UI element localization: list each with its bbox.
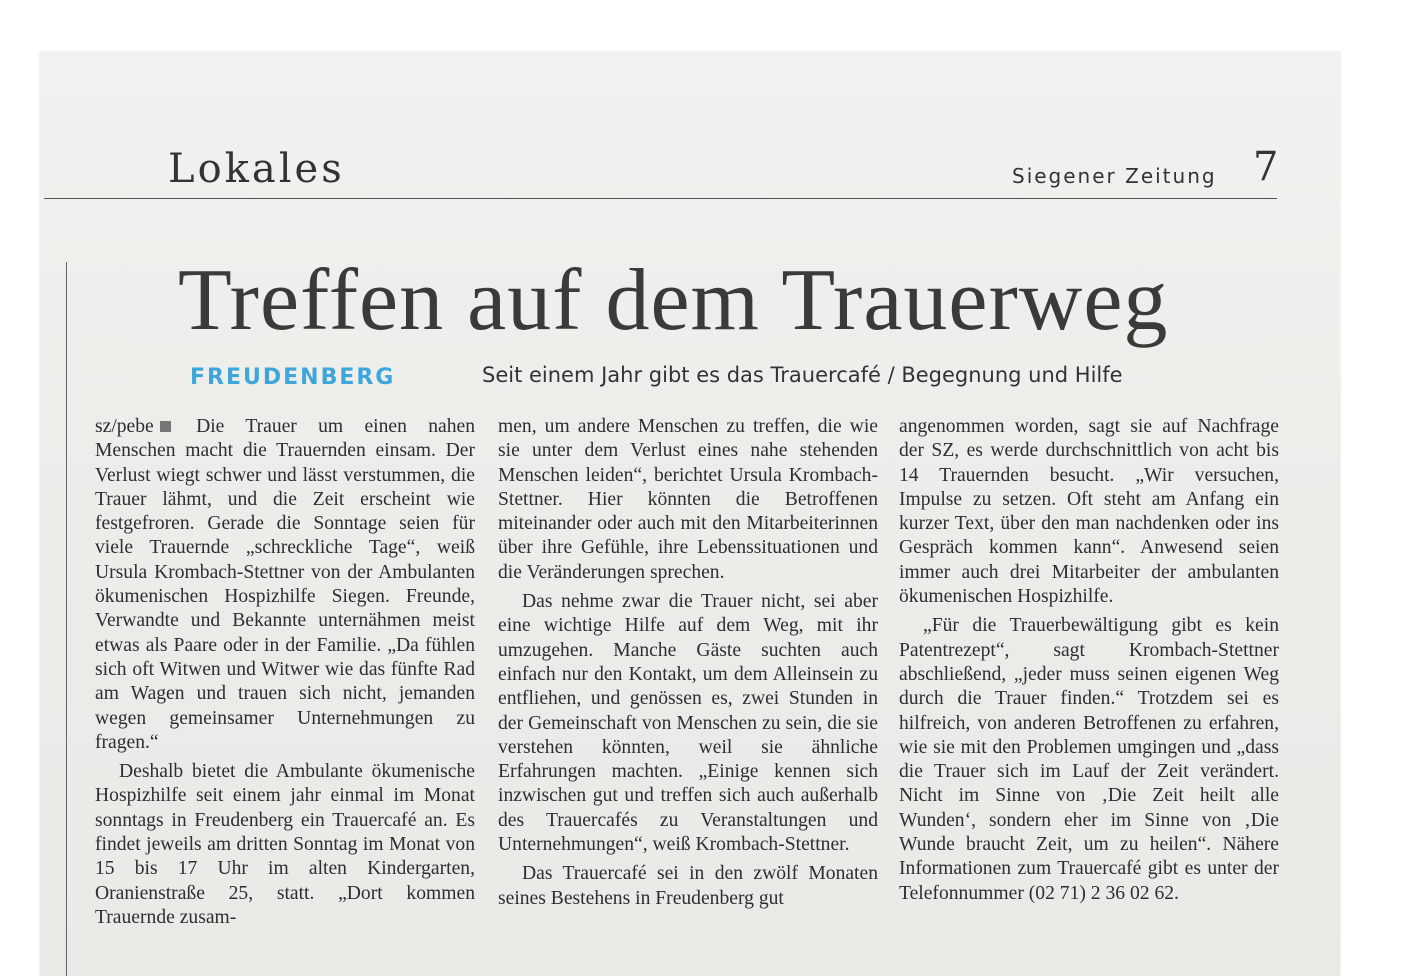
page-number: 7: [1253, 144, 1279, 190]
byline: sz/pebe: [95, 416, 154, 437]
paragraph: Das nehme zwar die Trauer nicht, sei aber eine wichtige Hilfe auf dem Weg, mit ihr umzugehen. Manche Gäste suchten auch einfach nur den Kontakt, um dem Alleinsein zu entfliehen, und genössen es, zwei Stunden in der Gemeinschaft von Menschen zu sein, die sie verstehen könnten, weil sie ähnliche Erfahrungen machten. „Einige kennen sich inzwischen gut und treffen sich auch außerhalb des Trauercafés zu Veranstaltungen und Unternehmungen“, weiß Krombach-Stettner.: [498, 591, 878, 856]
paragraph: „Für die Trauerbewältigung gibt es kein Patentrezept“, sagt Krombach-Stettner abschließend, „jeder muss seinen eigenen Weg durch die Trauer finden.“ Trotzdem sei es hilfreich, von anderen Betroffenen zu erfahren, wie sie mit den Problemen umgingen und „dass die Trauer sich im Lauf der Zeit verändert. Nicht im Sinne von ‚Die Zeit heilt alle Wunden‘, sondern eher im Sinne von ‚Die Wunde braucht Zeit, um zu heilen“. Nähere Informationen zum Trauercafé gibt es unter der Telefonnummer (02 71) 2 36 02 62.: [899, 615, 1279, 904]
article-subhead: Seit einem Jahr gibt es das Trauercafé / Begegnung und Hilfe: [482, 363, 1123, 387]
masthead-rule: [44, 198, 1277, 199]
article-column-3: [899, 415, 1279, 906]
location-kicker: FREUDENBERG: [190, 365, 396, 390]
article-column-1: [95, 415, 475, 930]
paragraph: angenommen worden, sagt sie auf Nachfrage der SZ, es werde durchschnittlich von acht bis 14 Trauernden besucht. „Wir versuchen, Impulse zu setzen. Oft steht am Anfang ein kurzer Text, über den man nachdenken oder ins Gespräch kommen kann“. Anwesend seien immer auch drei Mitarbeiter der ambulanten ökumenischen Hospizhilfe.: [899, 416, 1279, 608]
paragraph: [95, 415, 475, 755]
article-headline: Treffen auf dem Trauerweg: [178, 252, 1169, 349]
paragraph: Das Trauercafé sei in den zwölf Monaten seines Bestehens in Freudenberg gut: [498, 863, 878, 909]
section-title: Lokales: [168, 146, 345, 192]
square-bullet-icon: [160, 421, 171, 432]
column-rule-left: [66, 262, 67, 976]
newspaper-name: Siegener Zeitung: [1012, 164, 1217, 188]
article-column-2: [498, 415, 878, 911]
paragraph-text: Die Trauer um einen nahen Menschen macht die Trauernden einsam. Der Verlust wiegt schwer und lässt verstummen, die Trauer lähmt, und die Zeit erscheint wie festgefroren. Gerade die Sonntage seien für viele Trauernde „schreckliche Tage“, weiß Ursula Krombach-Stettner von der Ambulanten ökumenischen Hospizhilfe Siegen. Freunde, Verwandte und Bekannte unternähmen meist etwas als Paare oder in der Familie. „Da fühlen sich oft Witwen und Witwer wie das fünfte Rad am Wagen und trauen sich nicht, jemanden wegen gemeinsamer Unternehmungen zu fragen.“: [95, 416, 475, 753]
paragraph: men, um andere Menschen zu treffen, die wie sie unter dem Verlust eines nahe stehenden Menschen leiden“, berichtet Ursula Krombach-Stettner. Hier könnten die Betroffenen miteinander oder auch mit den Mitarbeiterinnen über ihre Gefühle, ihre Lebenssituationen und die Veränderungen sprechen.: [498, 416, 878, 583]
paragraph: Deshalb bietet die Ambulante ökumenische Hospizhilfe seit einem jahr einmal im Monat sonntags in Freudenberg ein Trauercafé an. Es findet jeweils am dritten Sonntag im Monat von 15 bis 17 Uhr im alten Kindergarten, Oranienstraße 25, statt. „Dort kommen Trauernde zusam-: [95, 761, 475, 928]
